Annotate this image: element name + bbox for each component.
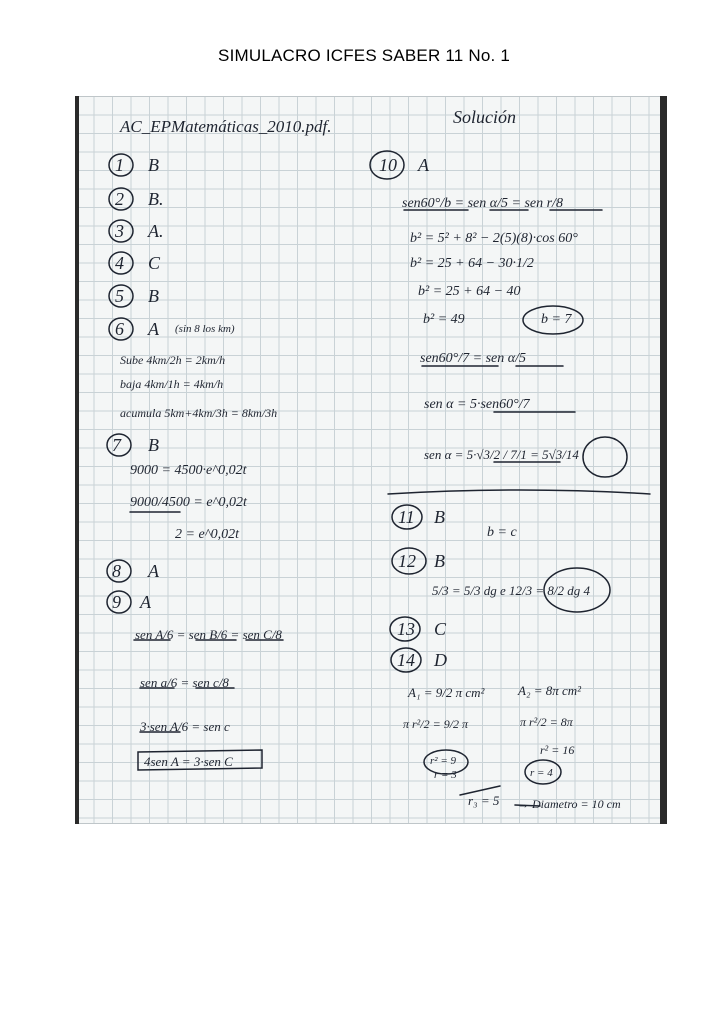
q6-number: 6 (115, 319, 124, 339)
q6-note: (sin 8 los km) (175, 323, 235, 335)
q7-answer: B (148, 435, 159, 455)
q8-answer: A (148, 561, 159, 581)
q14-work-r2-16: r² = 16 (540, 743, 575, 757)
q13-answer: C (434, 619, 447, 639)
q6-work-line-1: Sube 4km/2h = 2km/h (120, 353, 226, 367)
q3-answer: A. (148, 221, 164, 241)
q10-line-9: sen α = 5·√3/2 / 7/1 = 5√3/14 (424, 447, 579, 462)
q5-answer: B (148, 286, 159, 306)
q10-line-4: b² = 25 + 64 − 40 (418, 284, 521, 299)
q6-answer: A (148, 319, 159, 339)
q12-note: 5/3 = 5/3 dg e 12/3 = 8/2 dg 4 (432, 583, 591, 598)
q14-work-eq1: π r²/2 = 9/2 π (403, 717, 469, 731)
q10-line-8: sen α = 5·sen60°/7 (424, 397, 530, 412)
q14-work-diameter: → Diametro = 10 cm (517, 797, 621, 811)
document-title: SIMULACRO ICFES SABER 11 No. 1 (218, 46, 510, 65)
q14-answer: D (434, 650, 447, 670)
solution-label: Solución (453, 107, 516, 127)
q9-work-line-4: 4sen A = 3·sen C (144, 754, 233, 769)
q10-line-6: b = 7 (541, 312, 572, 327)
q12-number: 12 (398, 551, 416, 571)
q10-line-1: sen60°/b = sen α/5 = sen r/8 (402, 196, 563, 211)
q14-work-a2: A₂ = 8π cm² (518, 683, 582, 698)
q10-number: 10 (379, 155, 397, 175)
q8-number: 8 (112, 561, 121, 581)
q7-work-line-2: 9000/4500 = e^0,02t (130, 495, 247, 510)
page-left-edge (75, 96, 79, 824)
q4-number: 4 (115, 253, 124, 273)
q14-work-r2-9: r² = 9 (430, 755, 457, 767)
q9-work-line-1: sen A/6 = sen B/6 = sen C/8 (135, 627, 282, 642)
q11-number: 11 (398, 507, 415, 527)
q7-work-line-3: 2 = e^0,02t (175, 527, 239, 542)
page-right-edge (660, 96, 667, 824)
q9-work-line-3: 3·sen A/6 = sen c (140, 719, 230, 734)
q6-work-line-3: acumula 5km+4km/3h = 8km/3h (120, 406, 278, 420)
q14-work-r5: r₃ = 5 (468, 793, 500, 808)
q14-number: 14 (397, 650, 415, 670)
q10-line-5: b² = 49 (423, 312, 465, 327)
q4-answer: C (148, 253, 161, 273)
q10-line-2: b² = 5² + 8² − 2(5)(8)·cos 60° (410, 231, 578, 246)
q1-answer: B (148, 155, 159, 175)
q10-answer: A (418, 155, 429, 175)
q14-work-a1: A₁ = 9/2 π cm² (408, 685, 485, 700)
q11-note: b = c (487, 525, 517, 540)
q13-number: 13 (397, 619, 415, 639)
q5-number: 5 (115, 286, 124, 306)
file-name-note: AC_EPMatemáticas_2010.pdf. (120, 117, 332, 136)
q1-number: 1 (115, 155, 124, 175)
q2-answer: B. (148, 189, 164, 209)
q10-line-7: sen60°/7 = sen α/5 (420, 351, 526, 366)
q11-answer: B (434, 507, 445, 527)
q2-number: 2 (115, 189, 124, 209)
q9-answer: A (140, 592, 151, 612)
q6-work-line-2: baja 4km/1h = 4km/h (120, 377, 224, 391)
q12-answer: B (434, 551, 445, 571)
q14-work-r3: r = 3 (434, 769, 457, 781)
q14-work-eq2: π r²/2 = 8π (520, 715, 573, 729)
q10-line-3: b² = 25 + 64 − 30·1/2 (410, 256, 534, 271)
q14-work-r4: r = 4 (530, 767, 553, 779)
q3-number: 3 (115, 221, 124, 241)
q9-number: 9 (112, 592, 121, 612)
q7-work-line-1: 9000 = 4500·e^0,02t (130, 463, 247, 478)
q9-work-line-2: sen a/6 = sen c/8 (140, 675, 229, 690)
q7-number: 7 (112, 435, 121, 455)
